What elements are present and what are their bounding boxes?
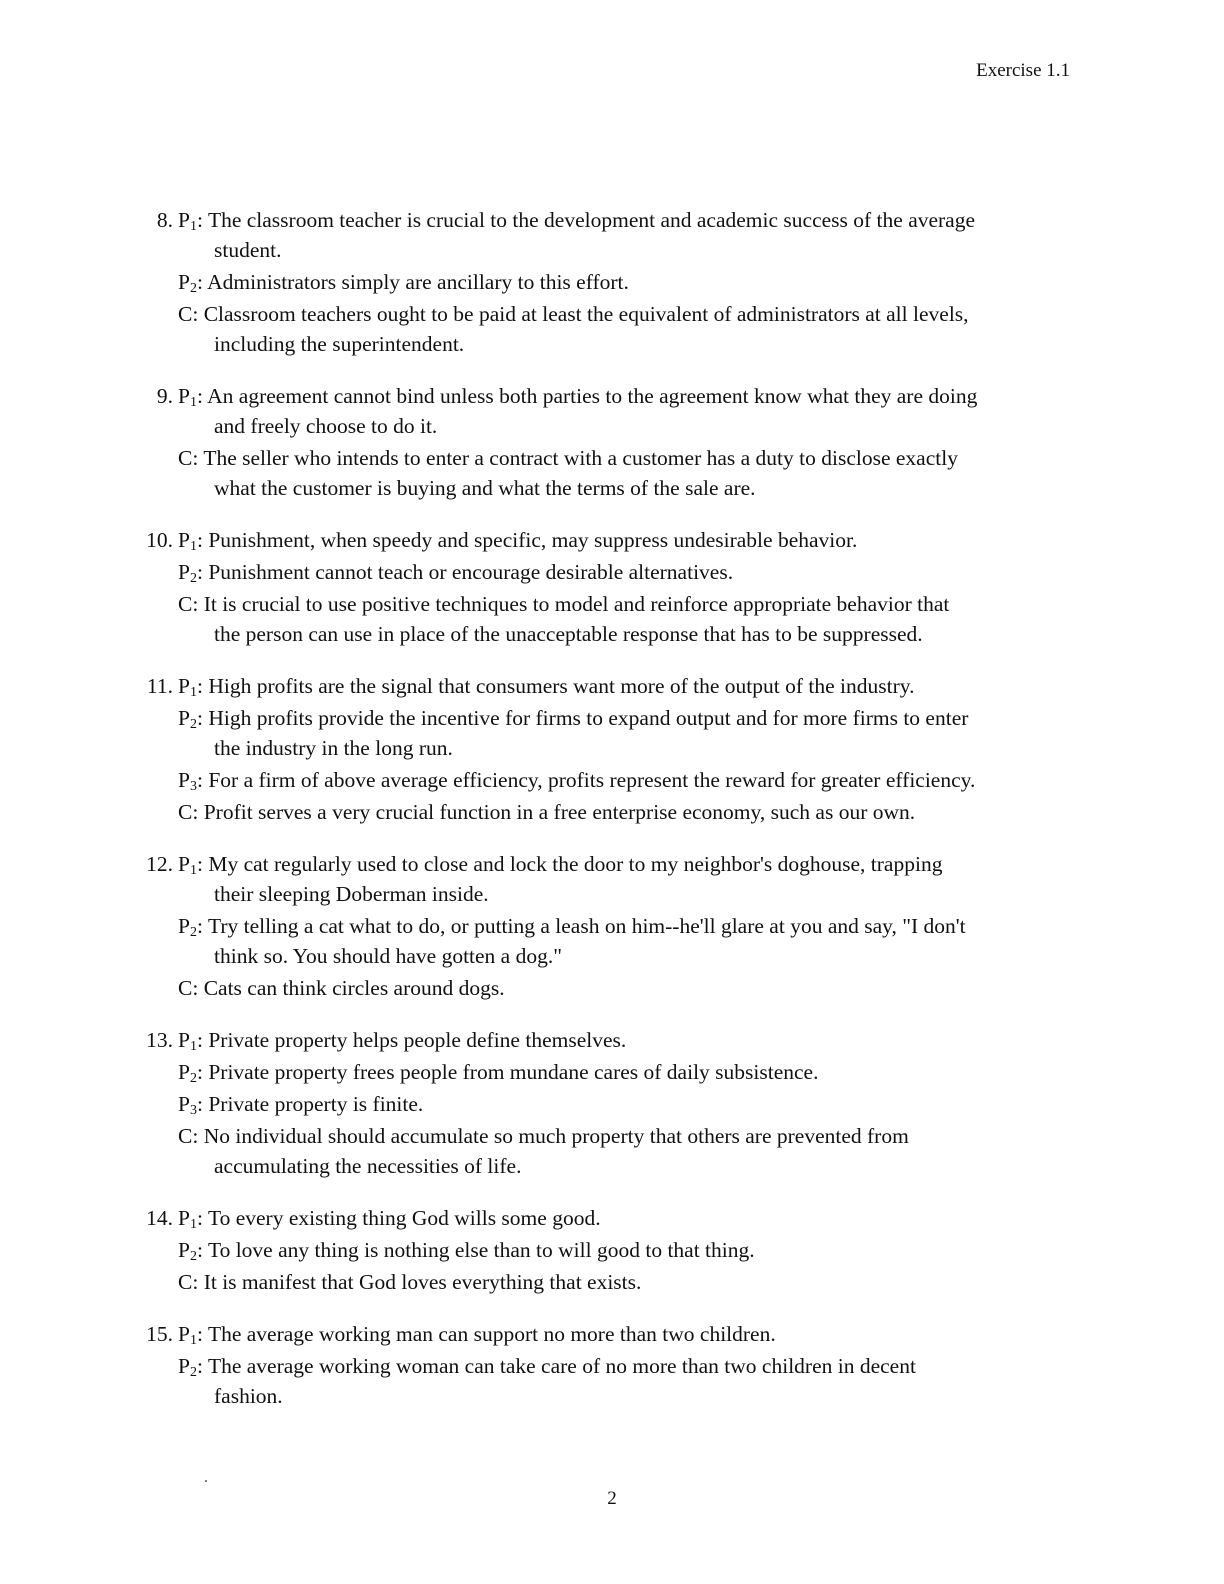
statement-text: Classroom teachers ought to be paid at least the equivalent of administrators at all levels, — [203, 302, 969, 326]
statement-subscript: 1 — [189, 539, 197, 554]
statement-text-continued: including the superintendent. — [214, 332, 465, 356]
item-number: 11. — [146, 674, 173, 698]
conclusion: C: It is manifest that God loves everything that exists. — [178, 1270, 642, 1294]
item-number: 12. — [146, 852, 173, 876]
item-number: 15. — [146, 1322, 173, 1346]
statement-subscript: 2 — [189, 571, 197, 586]
statement-text: The average working man can support no more than two children. — [207, 1322, 776, 1346]
item-number: 8. — [156, 208, 173, 232]
statement-text: The seller who intends to enter a contract with a customer has a duty to disclose exactly — [203, 446, 958, 470]
statement-text: Administrators simply are ancillary to this effort. — [207, 270, 629, 294]
statement-text-continued: accumulating the necessities of life. — [214, 1154, 522, 1178]
statement-text: Private property is finite. — [208, 1092, 424, 1116]
statement-text: Cats can think circles around dogs. — [203, 976, 505, 1000]
premise: 13. $P_1$: Private property helps people define themselves. — [0, 1025, 1224, 1055]
statement-text: The classroom teacher is crucial to the development and academic success of the average — [207, 208, 976, 232]
statement-label: P — [178, 1206, 190, 1230]
premise: $P_2$: Punishment cannot teach or encourage desirable alternatives. — [178, 560, 734, 586]
exercise-item — [0, 525, 1224, 649]
page-header-label: Exercise 1.1 — [976, 60, 1070, 81]
premise: $P_2$: To love any thing is nothing else than to will good to that thing. — [178, 1238, 755, 1264]
item-number: 9. — [156, 384, 173, 408]
statement-label: P — [178, 1092, 190, 1116]
statement-label: P — [178, 706, 190, 730]
conclusion: C: Profit serves a very crucial function in a free enterprise economy, such as our own. — [178, 800, 916, 824]
statement-text: Private property frees people from mundane cares of daily subsistence. — [208, 1060, 819, 1084]
statement-label: P — [178, 560, 190, 584]
premise: $P_2$: The average working woman can take care of no more than two children in decent fashion. — [0, 1351, 1224, 1411]
statement-subscript: 2 — [189, 925, 197, 940]
statement-text: An agreement cannot bind unless both parties to the agreement know what they are doing — [207, 384, 978, 408]
exercise-item — [0, 671, 1224, 827]
statement-subscript: 1 — [189, 863, 197, 878]
statement-label: P — [178, 1060, 190, 1084]
item-number: 10. — [146, 528, 173, 552]
exercise-item — [0, 1203, 1224, 1297]
statement-text-continued: the person can use in place of the unacceptable response that has to be suppressed. — [214, 622, 923, 646]
statement-label: C — [178, 976, 193, 1000]
statement-label: P — [178, 1028, 190, 1052]
statement-label: P — [178, 914, 190, 938]
statement-label: C — [178, 592, 193, 616]
statement-label: C — [178, 446, 193, 470]
statement-subscript: 1 — [189, 1333, 197, 1348]
premise: $P_2$: High profits provide the incentive for firms to expand output and for more firms to enter the industry in the long run. — [0, 703, 1224, 763]
item-number: 14. — [146, 1206, 173, 1230]
statement-text: For a firm of above average efficiency, profits represent the reward for greater efficiency. — [208, 768, 976, 792]
statement-label: P — [178, 1354, 190, 1378]
statement-label: P — [178, 852, 190, 876]
statement-subscript: 2 — [189, 1365, 197, 1380]
premise: 9. $P_1$: An agreement cannot bind unless both parties to the agreement know what they are doing and freely choose to do it. — [0, 381, 1224, 441]
statement-label: P — [178, 1322, 190, 1346]
statement-text: To every existing thing God wills some good. — [207, 1206, 601, 1230]
statement-text: It is crucial to use positive techniques to model and reinforce appropriate behavior that — [203, 592, 950, 616]
statement-text-continued: student. — [214, 238, 282, 262]
statement-label: P — [178, 674, 190, 698]
premise: 10. $P_1$: Punishment, when speedy and specific, may suppress undesirable behavior. — [0, 525, 1224, 555]
premise: $P_3$: Private property is finite. — [178, 1092, 424, 1118]
statement-label: C — [178, 1124, 193, 1148]
statement-subscript: 3 — [189, 779, 197, 794]
statement-text: My cat regularly used to close and lock the door to my neighbor's doghouse, trapping — [208, 852, 943, 876]
statement-label: C — [178, 1270, 193, 1294]
statement-subscript: 2 — [189, 1249, 197, 1264]
statement-subscript: 1 — [189, 685, 197, 700]
statement-label: C — [178, 302, 193, 326]
statement-text-continued: fashion. — [214, 1384, 283, 1408]
statement-subscript: 1 — [189, 1217, 197, 1232]
statement-subscript: 2 — [189, 281, 197, 296]
statement-text: The average working woman can take care of no more than two children in decent — [207, 1354, 916, 1378]
statement-label: P — [178, 528, 190, 552]
statement-label: P — [178, 270, 190, 294]
statement-subscript: 3 — [189, 1103, 197, 1118]
page-number: 2 — [607, 1488, 617, 1509]
conclusion: C: The seller who intends to enter a contract with a customer has a duty to disclose exactly what the customer is buying and what the terms of the sale are. — [0, 443, 1224, 503]
statement-subscript: 2 — [189, 1071, 197, 1086]
statement-text: It is manifest that God loves everything that exists. — [203, 1270, 642, 1294]
conclusion: C: Cats can think circles around dogs. — [178, 976, 505, 1000]
statement-text: High profits provide the incentive for firms to expand output and for more firms to enter — [208, 706, 969, 730]
conclusion: C: Classroom teachers ought to be paid at least the equivalent of administrators at all levels, including the superintendent. — [0, 299, 1224, 359]
premise: 14. $P_1$: To every existing thing God wills some good. — [0, 1203, 1224, 1233]
statement-text: Private property helps people define themselves. — [208, 1028, 627, 1052]
statement-text: High profits are the signal that consumers want more of the output of the industry. — [208, 674, 915, 698]
statement-text-continued: their sleeping Doberman inside. — [214, 882, 489, 906]
premise: $P_2$: Administrators simply are ancillary to this effort. — [178, 270, 629, 296]
statement-subscript: 1 — [189, 395, 197, 410]
premise: $P_2$: Private property frees people from mundane cares of daily subsistence. — [178, 1060, 819, 1086]
exercise-item — [0, 849, 1224, 1003]
exercise-item — [0, 381, 1224, 503]
premise: 15. $P_1$: The average working man can support no more than two children. — [0, 1319, 1224, 1349]
exercise-item — [0, 1025, 1224, 1181]
statement-text-continued: think so. You should have gotten a dog." — [214, 944, 562, 968]
statement-subscript: 2 — [189, 717, 197, 732]
exercise-item — [0, 205, 1224, 359]
premise: $P_3$: For a firm of above average efficiency, profits represent the reward for greater efficiency. — [178, 768, 976, 794]
conclusion: C: It is crucial to use positive techniques to model and reinforce appropriate behavior that the person can use in place of the unacceptable response that has to be suppressed. — [0, 589, 1224, 649]
statement-text: Punishment cannot teach or encourage desirable alternatives. — [208, 560, 734, 584]
statement-text: Try telling a cat what to do, or putting a leash on him--he'll glare at you and say, "I don't — [207, 914, 966, 938]
premise: 12. $P_1$: My cat regularly used to close and lock the door to my neighbor's doghouse, trapping their sleeping Doberman inside. — [0, 849, 1224, 909]
statement-label: P — [178, 768, 190, 792]
item-number: 13. — [146, 1028, 173, 1052]
exercise-item — [0, 1319, 1224, 1411]
statement-label: P — [178, 208, 190, 232]
statement-label: P — [178, 384, 190, 408]
statement-text: Punishment, when speedy and specific, may suppress undesirable behavior. — [208, 528, 858, 552]
premise: $P_2$: Try telling a cat what to do, or putting a leash on him--he'll glare at you and say, "I don't think so. You should have gotten a dog." — [0, 911, 1224, 971]
premise: 11. $P_1$: High profits are the signal that consumers want more of the output of the industry. — [0, 671, 1224, 701]
statement-subscript: 1 — [189, 219, 197, 234]
statement-text-continued: and freely choose to do it. — [214, 414, 438, 438]
statement-text: To love any thing is nothing else than to will good to that thing. — [207, 1238, 755, 1262]
conclusion: C: No individual should accumulate so much property that others are prevented from accumulating the necessities of life. — [0, 1121, 1224, 1181]
premise: 8. $P_1$: The classroom teacher is crucial to the development and academic success of the average student. — [0, 205, 1224, 265]
statement-text-continued: what the customer is buying and what the terms of the sale are. — [214, 476, 756, 500]
statement-text: No individual should accumulate so much property that others are prevented from — [203, 1124, 909, 1148]
stray-mark — [205, 1480, 207, 1482]
statement-text: Profit serves a very crucial function in a free enterprise economy, such as our own. — [203, 800, 916, 824]
statement-label: C — [178, 800, 193, 824]
statement-label: P — [178, 1238, 190, 1262]
exercise-list — [0, 205, 1224, 1433]
statement-text-continued: the industry in the long run. — [214, 736, 453, 760]
statement-subscript: 1 — [189, 1039, 197, 1054]
